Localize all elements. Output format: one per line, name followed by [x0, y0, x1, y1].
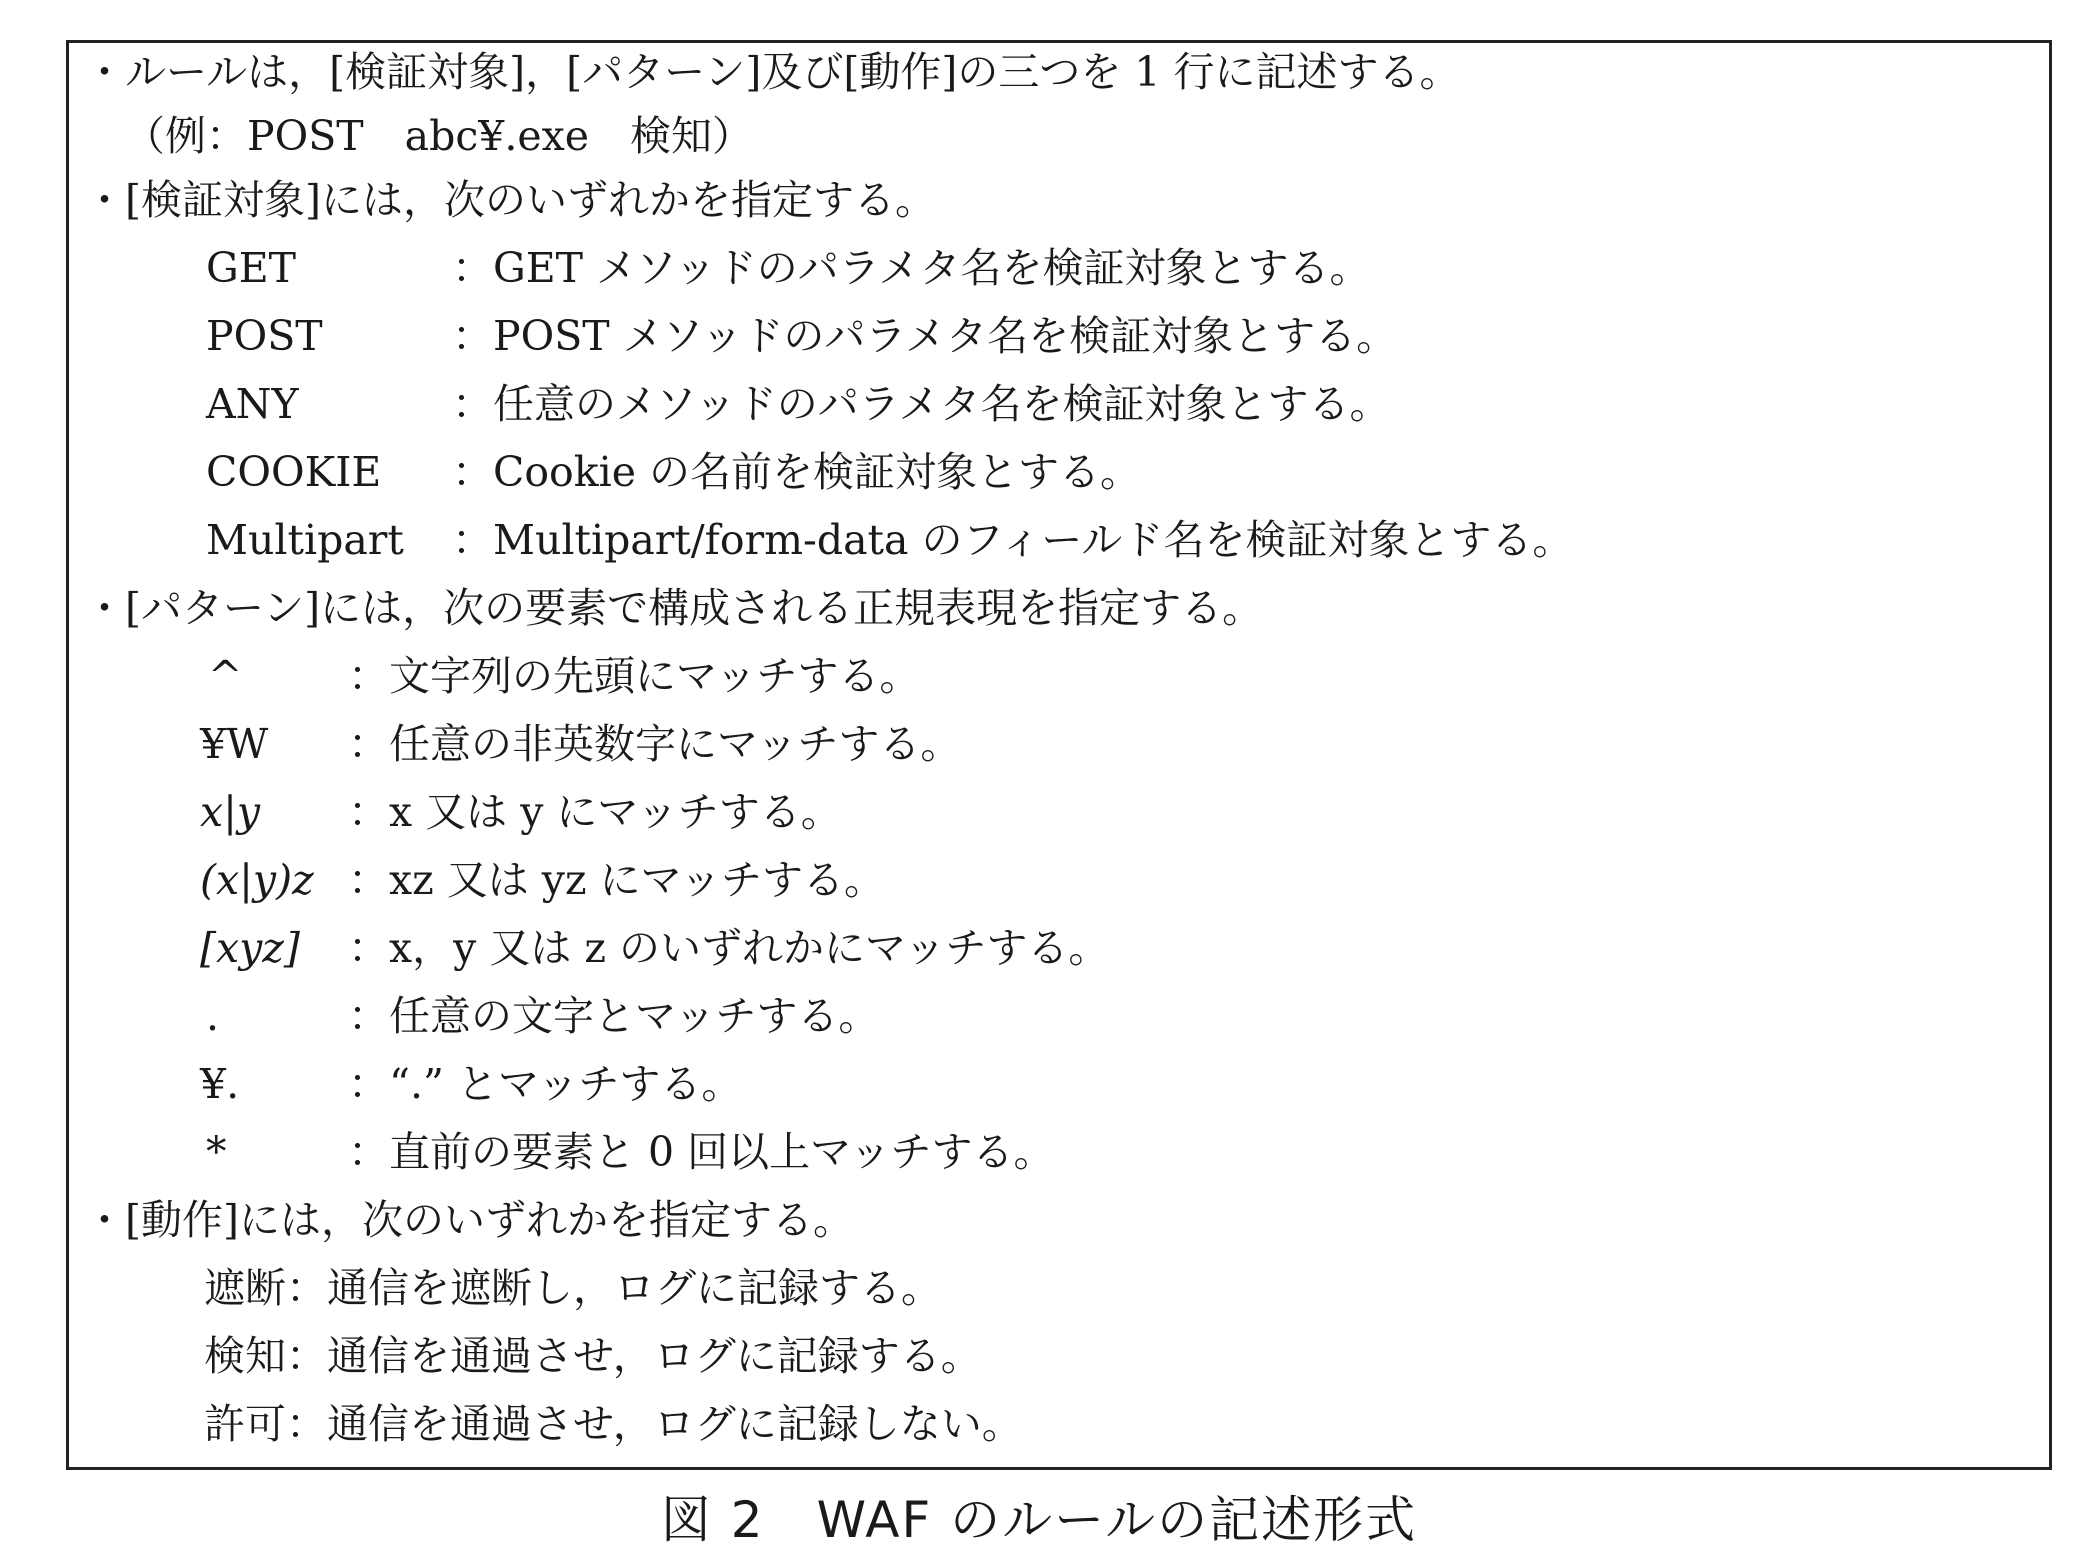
pattern-desc: ：直前の要素と 0 回以上マッチする。 [348, 1128, 1055, 1176]
target-desc: ：GET メソッドのパラメタ名を検証対象とする。 [452, 244, 1371, 292]
pattern-key: x|y [200, 788, 261, 836]
target-key: ANY [206, 380, 299, 428]
pattern-key: (x|y)z [200, 856, 314, 904]
pattern-desc: ：x 又は y にマッチする。 [348, 788, 842, 836]
pattern-heading: ・[パターン]には，次の要素で構成される正規表現を指定する。 [84, 584, 1264, 632]
target-desc: ：任意のメソッドのパラメタ名を検証対象とする。 [452, 380, 1391, 428]
pattern-key: ^ [208, 652, 243, 700]
pattern-desc: ：x，y 又は z のいずれかにマッチする。 [348, 924, 1110, 972]
pattern-key: * [206, 1128, 227, 1176]
pattern-desc: ：任意の文字とマッチする。 [348, 992, 880, 1040]
action-item: 検知：通信を通過させ，ログに記録する。 [204, 1332, 982, 1380]
rule-example-text: （例：POST abc¥.exe 検知） [124, 112, 754, 160]
pattern-key: ¥. [200, 1060, 240, 1108]
target-key: Multipart [206, 516, 404, 564]
action-heading: ・[動作]には，次のいずれかを指定する。 [84, 1196, 854, 1244]
target-key: GET [206, 244, 297, 292]
figure-caption: 図 2 WAF のルールの記述形式 [660, 1491, 1418, 1549]
pattern-key: . [206, 992, 220, 1040]
target-desc: ：Cookie の名前を検証対象とする。 [452, 448, 1141, 496]
action-item: 遮断：通信を遮断し，ログに記録する。 [204, 1264, 942, 1312]
pattern-desc: ：文字列の先頭にマッチする。 [348, 652, 921, 700]
target-key: COOKIE [206, 448, 382, 496]
pattern-key: [xyz] [200, 924, 300, 972]
pattern-key: ¥W [200, 720, 269, 768]
pattern-desc: ：xz 又は yz にマッチする。 [348, 856, 885, 904]
pattern-desc: ：任意の非英数字にマッチする。 [348, 720, 962, 768]
target-desc: ：POST メソッドのパラメタ名を検証対象とする。 [452, 312, 1398, 360]
action-item: 許可：通信を通過させ，ログに記録しない。 [204, 1400, 1023, 1448]
target-desc: ：Multipart/form-data のフィールド名を検証対象とする。 [452, 516, 1574, 564]
target-heading: ・[検証対象]には，次のいずれかを指定する。 [84, 176, 936, 224]
target-key: POST [206, 312, 323, 360]
pattern-desc: ：“.” とマッチする。 [348, 1060, 743, 1108]
rule-intro-text: ・ルールは，[検証対象]，[パターン]及び[動作]の三つを 1 行に記述する。 [84, 48, 1461, 96]
